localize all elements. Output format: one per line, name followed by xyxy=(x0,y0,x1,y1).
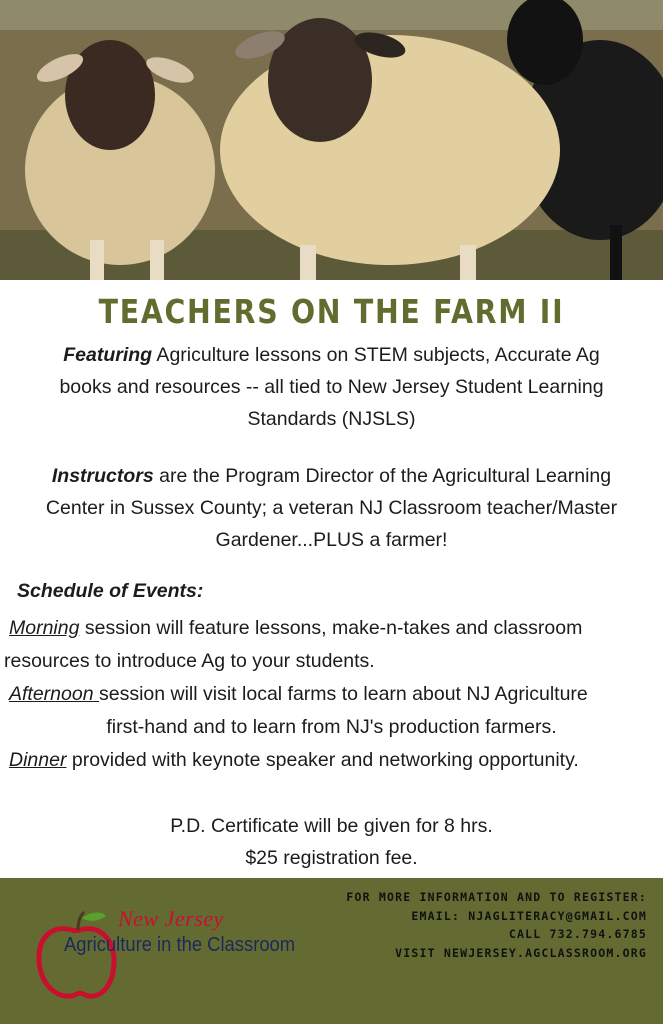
afternoon-line-2: first-hand and to learn from NJ's production farmers. xyxy=(106,716,557,738)
logo-state: New Jersey xyxy=(118,906,224,931)
instructors-line-3: Gardener...PLUS a farmer! xyxy=(215,529,448,551)
certificate-text: P.D. Certificate will be given for 8 hrs. xyxy=(170,815,493,837)
contact-website: VISIT NEWJERSEY.AGCLASSROOM.ORG xyxy=(395,945,647,960)
contact-email: EMAIL: NJAGLITERACY@GMAIL.COM xyxy=(411,908,647,923)
instructors-line-1: are the Program Director of the Agricultural Learning xyxy=(153,465,612,487)
schedule-morning xyxy=(0,612,663,678)
schedule-afternoon xyxy=(0,678,663,744)
schedule-dinner xyxy=(0,744,663,777)
morning-line-2: resources to introduce Ag to your students. xyxy=(4,650,375,672)
schedule-heading: Schedule of Events: xyxy=(17,580,204,602)
afternoon-label: Afternoon xyxy=(9,683,99,705)
logo-name: Agriculture in the Classroom xyxy=(64,934,296,956)
morning-label: Morning xyxy=(9,617,80,639)
contact-heading: FOR MORE INFORMATION AND TO REGISTER: xyxy=(346,890,647,904)
featuring-paragraph xyxy=(0,339,663,435)
fee-text: $25 registration fee. xyxy=(245,847,418,869)
instructors-lead: Instructors xyxy=(51,465,154,487)
instructors-line-2: Center in Sussex County; a veteran NJ Classroom teacher/Master xyxy=(45,497,618,519)
certificate-block xyxy=(0,810,663,874)
afternoon-line-1: session will visit local farms to learn about NJ Agriculture xyxy=(98,683,588,705)
footer-band xyxy=(0,878,663,1024)
page-title: TEACHERS ON THE FARM II xyxy=(98,292,565,331)
featuring-lead: Featuring xyxy=(63,344,153,366)
featuring-line-2: books and resources -- all tied to New Jersey Student Learning xyxy=(59,376,604,398)
dinner-label: Dinner xyxy=(9,749,67,771)
contact-phone: CALL 732.794.6785 xyxy=(508,927,647,941)
featuring-line-3: Standards (NJSLS) xyxy=(247,408,416,430)
morning-line-1: session will feature lessons, make-n-takes and classroom xyxy=(79,617,583,639)
sheep-photo xyxy=(0,0,663,280)
contact-info xyxy=(346,888,647,962)
nj-aitc-logo xyxy=(34,908,344,1008)
featuring-line-1: Agriculture lessons on STEM subjects, Accurate Ag xyxy=(152,344,600,366)
instructors-paragraph xyxy=(0,460,663,556)
dinner-line-1: provided with keynote speaker and networking opportunity. xyxy=(66,749,579,771)
